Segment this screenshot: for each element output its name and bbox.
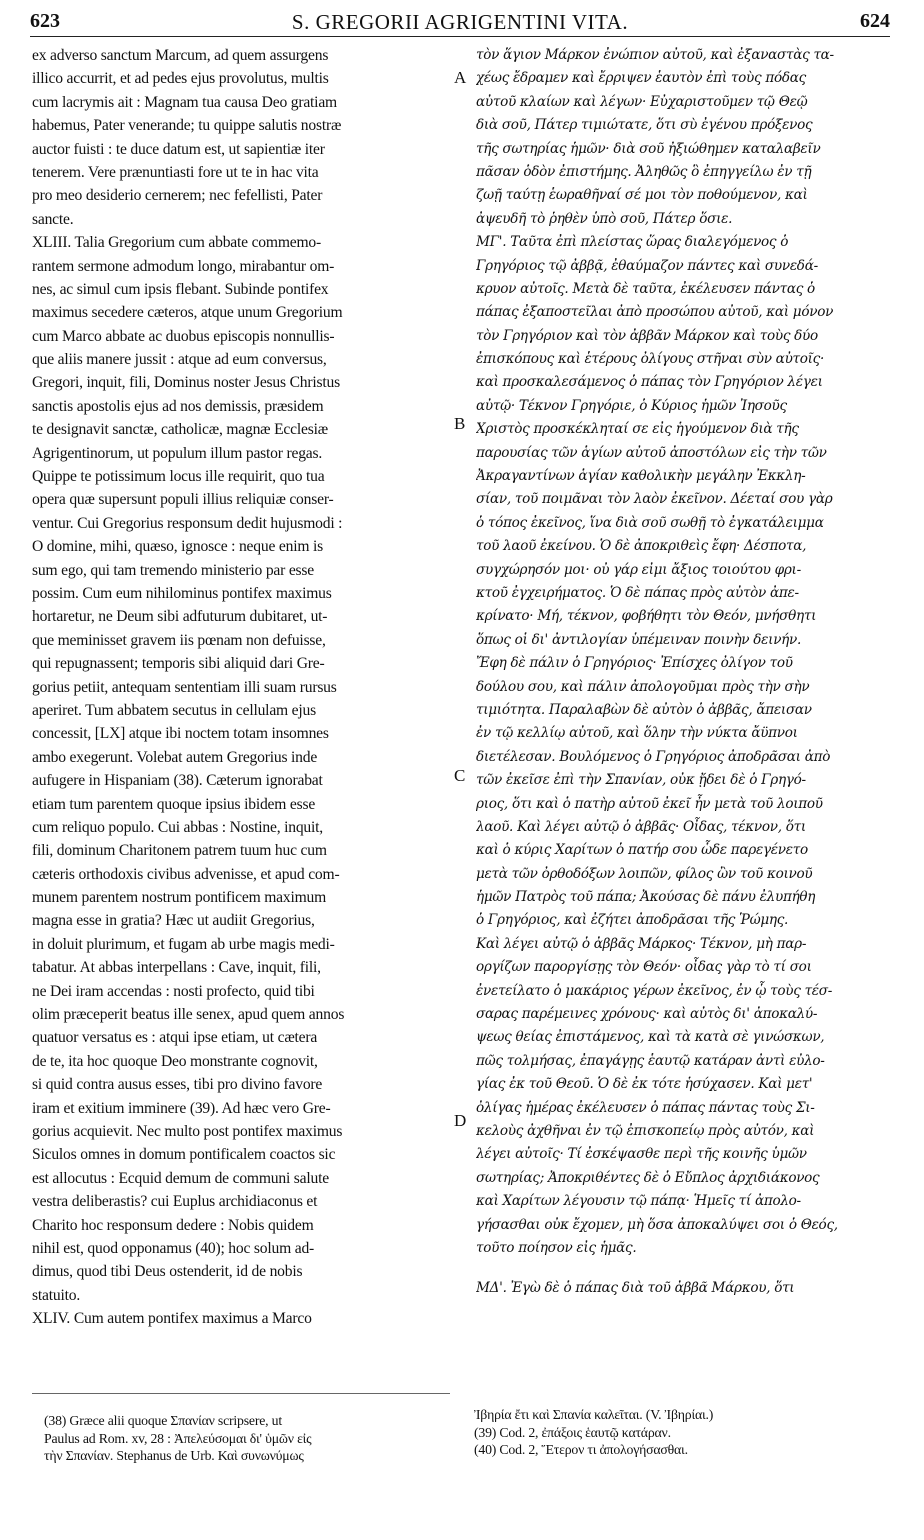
latin-text-line: in doluit plurimum, et fugam ab urbe magis medi- <box>32 935 335 953</box>
footnote-line: (40) Cod. 2, Ἕτερον τι ἀπολογήσασθαι. <box>474 1442 688 1458</box>
greek-text-line: Καὶ λέγει αὐτῷ ὁ ἀββᾶς Μάρκος· Τέκνον, μὴ παρ- <box>476 935 807 952</box>
page-number-left: 623 <box>30 10 60 32</box>
margin-letter-d: D <box>454 1111 467 1130</box>
latin-text-line: aperiret. Tum abbatem secutus in cellulam ejus <box>32 701 316 719</box>
greek-text-line: Ἔφη δὲ πάλιν ὁ Γρηγόριος· Ἐπίσχες ὀλίγον τοῦ <box>476 655 793 672</box>
greek-column <box>476 44 890 1301</box>
greek-text-line: τοῦ λαοῦ ἐκείνου. Ὁ δὲ ἀποκριθεὶς ἔφη· Δέσποτα, <box>476 538 807 555</box>
latin-column <box>32 44 450 1330</box>
greek-text-line: διετέλεσαν. Βουλόμενος ὁ Γρηγόριος ἀποδρᾶσαι ἀπὸ <box>476 748 831 765</box>
greek-text-line: καὶ Χαρίτων λέγουσιν τῷ πάπᾳ· Ἡμεῖς τί ἀπολο- <box>476 1193 801 1210</box>
greek-text-line: λαοῦ. Καὶ λέγει αὐτῷ ὁ ἀββᾶς· Οἶδας, τέκνον, ὅτι <box>476 818 806 835</box>
latin-text-line: sancte. <box>32 210 74 228</box>
greek-text-line: ἀψευδῆ τὸ ῥηθὲν ὑπὸ σοῦ, Πάτερ ὅσιε. <box>476 210 733 227</box>
latin-text-line: statuito. <box>32 1286 81 1304</box>
margin-letter-b: B <box>454 414 466 433</box>
latin-text-line: Siculos omnes in domum pontificalem coactos sic <box>32 1146 336 1164</box>
latin-text-line: fili, dominum Charitonem patrem tuum huc cum <box>32 842 327 860</box>
footnotes-right <box>474 1406 892 1459</box>
latin-text-line: munem parentem nostrum pontificem maximum <box>32 889 327 907</box>
greek-text-line: χέως ἔδραμεν καὶ ἔρριψεν ἑαυτὸν ἐπὶ τοὺς πόδας <box>476 70 806 87</box>
greek-text-line: ὀλίγας ἡμέρας ἐκέλευσεν ὁ πάπας πάντας τοὺς Σι- <box>476 1099 815 1116</box>
latin-text-line: aufugere in Hispaniam (38). Cæterum ignorabat <box>32 772 323 790</box>
header-rule <box>30 36 890 37</box>
greek-text-line: καὶ προσκαλεσάμενος ὁ πάπας τὸν Γρηγόριον λέγει <box>476 374 823 391</box>
latin-text-line: maximus secedere cæteros, atque unum Gregorium <box>32 304 343 322</box>
latin-text-line: etiam tum parentem quoque ipsius ibidem esse <box>32 795 316 813</box>
latin-text-line: rantem sermone admodum longo, mirabantur om- <box>32 257 335 275</box>
latin-text-line: concessit, [LX] atque ibi noctem totam insomnes <box>32 725 329 743</box>
page-title: S. GREGORII AGRIGENTINI VITA. <box>291 10 629 34</box>
latin-text-line: magna esse in gratia? Hæc ut audiit Gregorius, <box>32 912 315 930</box>
greek-text-line: κρυον αὐτοῖς. Μετὰ δὲ ταῦτα, ἐκέλευσεν πάντας ὁ <box>476 280 815 297</box>
latin-text-line: Charito hoc responsum dedere : Nobis quidem <box>32 1216 314 1234</box>
greek-text-line: γίας ἐκ τοῦ Θεοῦ. Ὁ δὲ ἐκ τότε ἡσύχασεν. Καὶ μετ' <box>476 1076 813 1093</box>
latin-text-line: cum reliquo populo. Cui abbas : Nostine, inquit, <box>32 818 323 836</box>
footnote-line: (38) Græce alii quoque Σπανίαν scripsere, ut <box>44 1413 282 1428</box>
greek-text-line: ΜΔ'. Ἐγὼ δὲ ὁ πάπας διὰ τοῦ ἀββᾶ Μάρκου, ὅτι <box>476 1280 795 1297</box>
greek-text-line: ὁ Γρηγόριος, καὶ ἐζήτει ἀποδρᾶσαι τῆς Ῥώμης. <box>476 912 789 929</box>
greek-text-line: συγχώρησόν μοι· οὐ γάρ εἰμι ἄξιος τοιούτου φρι- <box>476 561 801 578</box>
latin-text-line: cæteris orthodoxis civibus advenisse, et apud com- <box>32 865 340 883</box>
page-number-right: 624 <box>860 10 890 32</box>
greek-text-line: δούλου σου, καὶ πάλιν ἀπολογοῦμαι πρὸς τὴν σὴν <box>476 678 810 695</box>
greek-text-line: οργίζων παροργίσῃς τὸν Θεόν· οἶδας γὰρ τὸ τί σοι <box>476 959 812 976</box>
greek-text-line: διὰ σοῦ, Πάτερ τιμιώτατε, ὅτι σὺ ἐγένου πρόξενος <box>476 117 813 134</box>
latin-text-line: te designavit sanctæ, catholicæ, magnæ Ecclesiæ <box>32 421 328 439</box>
latin-text-line: quatuor versatus es : atqui ipse etiam, ut cætera <box>32 1029 318 1047</box>
greek-text-line: σίαν, τοῦ ποιμᾶναι τὸν λαὸν ἐκεῖνον. Δέεταί σου γὰρ <box>476 491 833 508</box>
latin-text-line: Agrigentinorum, ut populum illum pastor regas. <box>32 444 323 462</box>
footnote-line: τὴν Σπανίαν. Stephanus de Urb. Καὶ συνωνύμως <box>44 1448 304 1464</box>
greek-text-line: αὐτῷ· Τέκνον Γρηγόριε, ὁ Κύριος ἡμῶν Ἰησοῦς <box>476 397 787 414</box>
latin-text-line: possim. Cum eum nihilominus pontifex maximus <box>32 584 332 602</box>
latin-text-line: iram et exitium imminere (39). Ad hæc vero Gre- <box>32 1099 331 1117</box>
greek-text-line: τὸν Γρηγόριον καὶ τὸν ἀββᾶν Μάρκον καὶ τοὺς δύο <box>476 327 818 344</box>
latin-text-line: ventur. Cui Gregorius responsum dedit hujusmodi : <box>32 514 343 532</box>
latin-text-line: dimus, quod tibi Deus ostenderit, id de nobis <box>32 1263 303 1281</box>
greek-text-line: ἡμῶν Πατρὸς τοῦ πάπα; Ἀκούσας δὲ πάνυ ἐλυπήθη <box>476 889 816 906</box>
latin-text-line: tenerem. Vere prænuntiasti fore ut te in hac vita <box>32 163 319 181</box>
latin-text-line: olim præceperit beatus ille senex, apud quem annos <box>32 1006 345 1024</box>
latin-text-line: de te, ita hoc quoque Deo monstrante cognovit, <box>32 1052 318 1070</box>
latin-text-line: ex adverso sanctum Marcum, ad quem assurgens <box>32 47 329 64</box>
latin-text-line: ne Dei iram accendas : nosti profecto, quid tibi <box>32 982 315 1000</box>
greek-text-line: ψεως θείας ἐπιστάμενος, καὶ τὰ κατὰ σὲ γινώσκων, <box>476 1029 825 1046</box>
latin-text-line: est allocutus : Ecquid demum de communi salute <box>32 1169 329 1187</box>
footnote-line: Ἰβηρία ἔτι καὶ Σπανία καλεῖται. (V. Ἰβηρίαι.) <box>474 1407 714 1422</box>
greek-text-line: τιμιότητα. Παραλαβὼν δὲ αὐτὸν ὁ ἀββᾶς, ἄπεισαν <box>476 701 812 718</box>
paragraph-gap <box>476 1260 890 1277</box>
latin-text-line: nihil est, quod opponamus (40); hoc solum ad- <box>32 1239 315 1257</box>
latin-text-line: XLIII. Talia Gregorium cum abbate commemo- <box>32 234 321 252</box>
latin-text-line: O domine, mihi, quæso, ignosce : neque enim is <box>32 538 323 556</box>
greek-text-line: λέγει αὐτοῖς· Τί ἐσκέψασθε περὶ τῆς κοινῆς ὑμῶν <box>476 1146 807 1163</box>
footnote-line: Paulus ad Rom. xv, 28 : Ἀπελεύσομαι δι' ὑμῶν εἰς <box>44 1430 312 1446</box>
latin-text-line: nes, ac simul cum ipsis flebant. Subinde pontifex <box>32 280 329 298</box>
margin-letter-c: C <box>454 766 466 785</box>
greek-text-line: γήσασθαι οὐκ ἔχομεν, μὴ ὅσα ἀποκαλύψει σοι ὁ Θεός, <box>476 1216 838 1233</box>
latin-text-line: gorius acquievit. Nec multo post pontifex maximus <box>32 1122 343 1140</box>
greek-text-line: σωτηρίας; Ἀποκριθέντες δὲ ὁ Εὔπλος ἀρχιδιάκονος <box>476 1169 820 1186</box>
running-header <box>30 8 890 38</box>
footnote-line: (39) Cod. 2, ἐπάξοις ἑαυτῷ κατάραν. <box>474 1424 671 1440</box>
latin-text-line: sum ego, qui tam tremendo ministerio par esse <box>32 561 315 579</box>
greek-text-line: πάπας ἐξαποστεῖλαι ἀπὸ προσώπου αὐτοῦ, καὶ μόνον <box>476 304 834 321</box>
greek-text-line: τῆς σωτηρίας ἡμῶν· διὰ σοῦ ἠξιώθημεν καταλαβεῖν <box>476 140 821 157</box>
footnotes-left <box>44 1412 456 1465</box>
greek-text-line: καὶ ὁ κύρις Χαρίτων ὁ πατήρ σου ὧδε παρεγένετο <box>476 842 808 859</box>
latin-text-line: hortaretur, ne Deum sibi adfuturum dubitaret, ut- <box>32 608 328 626</box>
greek-text-line: τοῦτο ποίησον εἰς ἡμᾶς. <box>476 1239 637 1256</box>
greek-text-line: Ἀκραγαντίνων ἁγίαν καθολικὴν μεγάλην Ἐκκλη- <box>476 468 806 485</box>
greek-text-line: αὐτοῦ κλαίων καὶ λέγων· Εὐχαριστοῦμεν τῷ Θεῷ <box>476 93 808 110</box>
latin-text-line: sanctis apostolis ejus ad nos demissis, præsidem <box>32 397 324 415</box>
latin-text-line: XLIV. Cum autem pontifex maximus a Marco <box>32 1310 312 1328</box>
latin-text-line: illico accurrit, et ad pedes ejus provolutus, multis <box>32 70 329 88</box>
greek-text-line: Χριστὸς προσκέκληταί σε εἰς ἡγούμενον διὰ τῆς <box>476 421 799 438</box>
greek-text-line: πῶς τολμήσας, ἐπαγάγῃς ἑαυτῷ κατάραν ἀντὶ εὐλο- <box>476 1052 825 1069</box>
greek-text-line: μετὰ τῶν ὀρθοδόξων λοιπῶν, φίλος ὢν τοῦ κοινοῦ <box>476 865 813 882</box>
greek-text-line: ὅπως οἱ δι' ἀντιλογίαν ὑπέμειναν ποινὴν δεινήν. <box>476 631 801 648</box>
greek-text-line: τὸν ἅγιον Μάρκον ἐνώπιον αὐτοῦ, καὶ ἐξαναστὰς τα- <box>476 47 834 63</box>
greek-text-line: τῶν ἐκεῖσε ἐπὶ τὴν Σπανίαν, οὐκ ᾔδει δὲ ὁ Γρηγό- <box>476 772 806 789</box>
latin-text-line: vestra deliberastis? cui Euplus archidiaconus et <box>32 1193 318 1211</box>
greek-text-line: ἐνετείλατο ὁ μακάριος γέρων ἐκεῖνος, ἐν ᾧ τοὺς τέσ- <box>476 982 833 999</box>
greek-text-line: παρουσίας τῶν ἁγίων αὐτοῦ ἀποστόλων εἰς τὴν τῶν <box>476 444 827 461</box>
greek-text-line: κρίνατο· Μή, τέκνον, φοβήθητι τὸν Θεόν, μνήσθητι <box>476 608 817 625</box>
greek-text-line: σαρας παρέμεινες χρόνους· καὶ αὐτὸς δι' ἀποκαλύ- <box>476 1006 818 1023</box>
latin-text-line: que meminisset gravem iis pœnam non defuisse, <box>32 631 326 649</box>
latin-text-line: cum lacrymis ait : Magnam tua causa Deo gratiam <box>32 93 337 111</box>
greek-text-line: κτοῦ ἐγχειρήματος. Ὁ δὲ πάπας πρὸς αὐτὸν ἀπε- <box>476 584 799 601</box>
latin-text-line: cum Marco abbate ac duobus episcopis nonnullis- <box>32 327 335 345</box>
latin-text-line: ambo exegerunt. Volebat autem Gregorius inde <box>32 748 318 766</box>
margin-letter-a: A <box>454 68 467 87</box>
latin-text-line: opera quæ supersunt populi illius reliquiæ conser- <box>32 491 334 509</box>
latin-text-line: que aliis manere jussit : atque ad eum conversus, <box>32 351 327 369</box>
latin-text-line: qui repugnassent; temporis sibi aliquid dari Gre- <box>32 655 325 673</box>
footnote-rule <box>32 1393 450 1394</box>
latin-text-line: auctor fuisti : te duce datum est, ut sapientiæ iter <box>32 140 325 158</box>
greek-text-line: ζωῇ ταύτῃ ἑωραθῆναί σέ μοι τὸν ποθούμενον, καὶ <box>476 187 808 204</box>
latin-text-line: Gregori, inquit, fili, Dominus noster Jesus Christus <box>32 374 340 392</box>
greek-text-line: κελοὺς ἀχθῆναι ἐν τῷ ἐπισκοπείῳ πρὸς αὐτόν, καὶ <box>476 1122 815 1139</box>
greek-text-line: Γρηγόριος τῷ ἀββᾷ, ἐθαύμαζον πάντες καὶ συνεδά- <box>476 257 818 274</box>
latin-text-line: gorius petiit, antequam sententiam illi suam rursus <box>32 678 337 696</box>
greek-text-line: ριος, ὅτι καὶ ὁ πατὴρ αὐτοῦ ἐκεῖ ἦν μετὰ τοῦ λοιποῦ <box>476 795 823 812</box>
latin-text-line: tabatur. At abbas interpellans : Cave, inquit, fili, <box>32 959 321 977</box>
latin-text-line: si quid contra ausus esses, tibi pro divino favore <box>32 1076 323 1094</box>
latin-text-line: pro meo desiderio cernerem; nec fefellisti, Pater <box>32 187 323 205</box>
greek-text-line: ἐν τῷ κελλίῳ αὐτοῦ, καὶ ὅλην τὴν νύκτα ἄϋπνοι <box>476 725 798 742</box>
greek-text-line: πᾶσαν ὁδὸν ἐπιστήμης. Ἀληθῶς ὃ ἐπηγγείλω ἐν τῇ <box>476 163 812 180</box>
greek-text-line: ὁ τόπος ἐκεῖνος, ἵνα διὰ σοῦ σωθῇ τὸ ἐγκατάλειμμα <box>476 514 824 531</box>
latin-text-line: Quippe te potissimum locus ille requirit, quo tua <box>32 468 325 486</box>
greek-text-line: ἐπισκόπους καὶ ἑτέρους ὀλίγους στῆναι σὺν αὐτοῖς· <box>476 351 824 368</box>
greek-text-line: ΜΓ'. Ταῦτα ἐπὶ πλείστας ὥρας διαλεγόμενος ὁ <box>476 234 789 251</box>
latin-text-line: habemus, Pater venerande; tu quippe salutis nostræ <box>32 117 342 135</box>
